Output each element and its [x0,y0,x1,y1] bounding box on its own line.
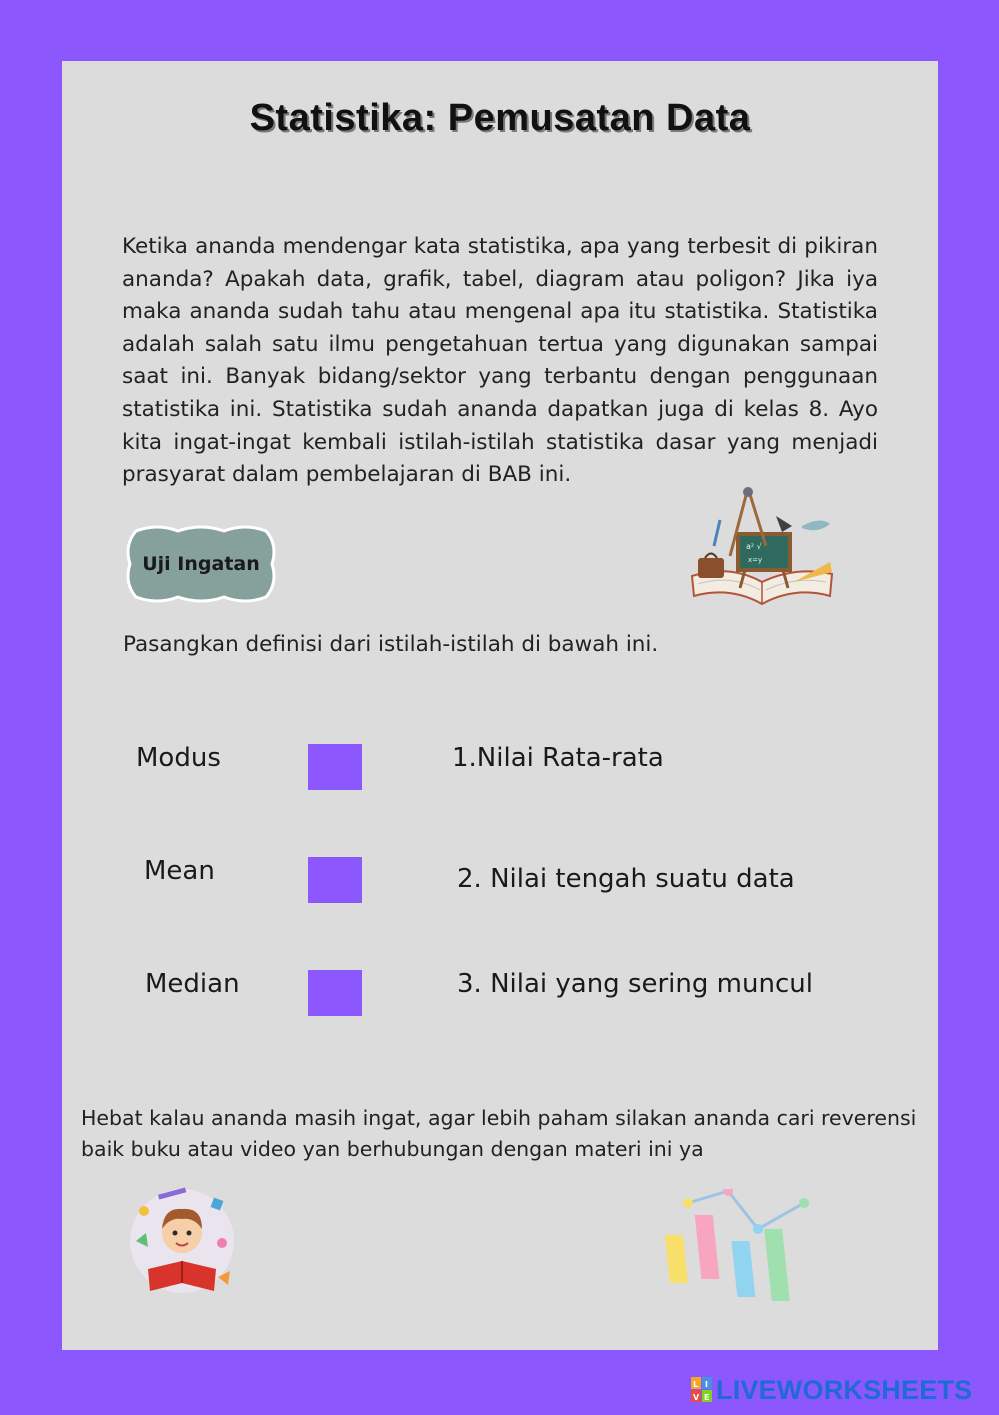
answer-slot-median[interactable] [308,970,362,1016]
answer-slot-modus[interactable] [308,744,362,790]
svg-text:a² √: a² √ [746,542,762,551]
intro-paragraph: Ketika ananda mendengar kata statistika, apa yang terbesit di pikiran ananda? Apakah data, grafik, tabel, diagram atau poligon? Jika iya maka ananda sudah tahu atau mengenal apa itu statistika. Statistika adalah salah satu ilmu pengetahuan tertua yang digunakan sampai saat ini. Banyak bidang/sektor yang terbantu dengan penggunaan statistika ini. Statistika sudah ananda dapatkan juga di kelas 8. Ayo kita ingat-ingat kembali istilah-istilah statistika dasar yang menjadi prasyarat dalam pembelajaran di BAB ini. [122,234,878,488]
answer-slot-mean[interactable] [308,857,362,903]
definition-1: 1.Nilai Rata-rata [452,743,664,773]
school-supplies-book-icon [690,486,840,615]
brand-name: LIVEWORKSHEETS [716,1374,973,1405]
kid-reading-icon [122,1181,242,1310]
liveworksheets-brand[interactable] [691,1375,972,1405]
svg-text:I: I [705,1380,708,1389]
svg-text:E: E [704,1393,710,1402]
badge-label: Uji Ingatan [142,553,260,575]
liveworksheets-logo-icon [691,1377,713,1403]
svg-text:x=y: x=y [748,556,763,564]
page-title: Statistika: Pemusatan Data [249,97,751,139]
instruction-text: Pasangkan definisi dari istilah-istilah di bawah ini. [123,632,659,657]
closing-paragraph: Hebat kalau ananda masih ingat, agar lebih paham silakan ananda cari reverensi baik buku atau video yan berhubungan dengan materi ini ya [81,1106,917,1161]
svg-text:V: V [693,1393,700,1402]
svg-text:L: L [693,1380,699,1389]
bar-chart-icon [660,1189,820,1313]
uji-ingatan-badge [122,523,280,605]
term-modus: Modus [136,743,221,773]
term-median: Median [145,969,240,999]
definition-2: 2. Nilai tengah suatu data [457,864,795,894]
definition-3: 3. Nilai yang sering muncul [457,969,813,999]
worksheet-page [62,61,938,1350]
term-mean: Mean [144,856,215,886]
